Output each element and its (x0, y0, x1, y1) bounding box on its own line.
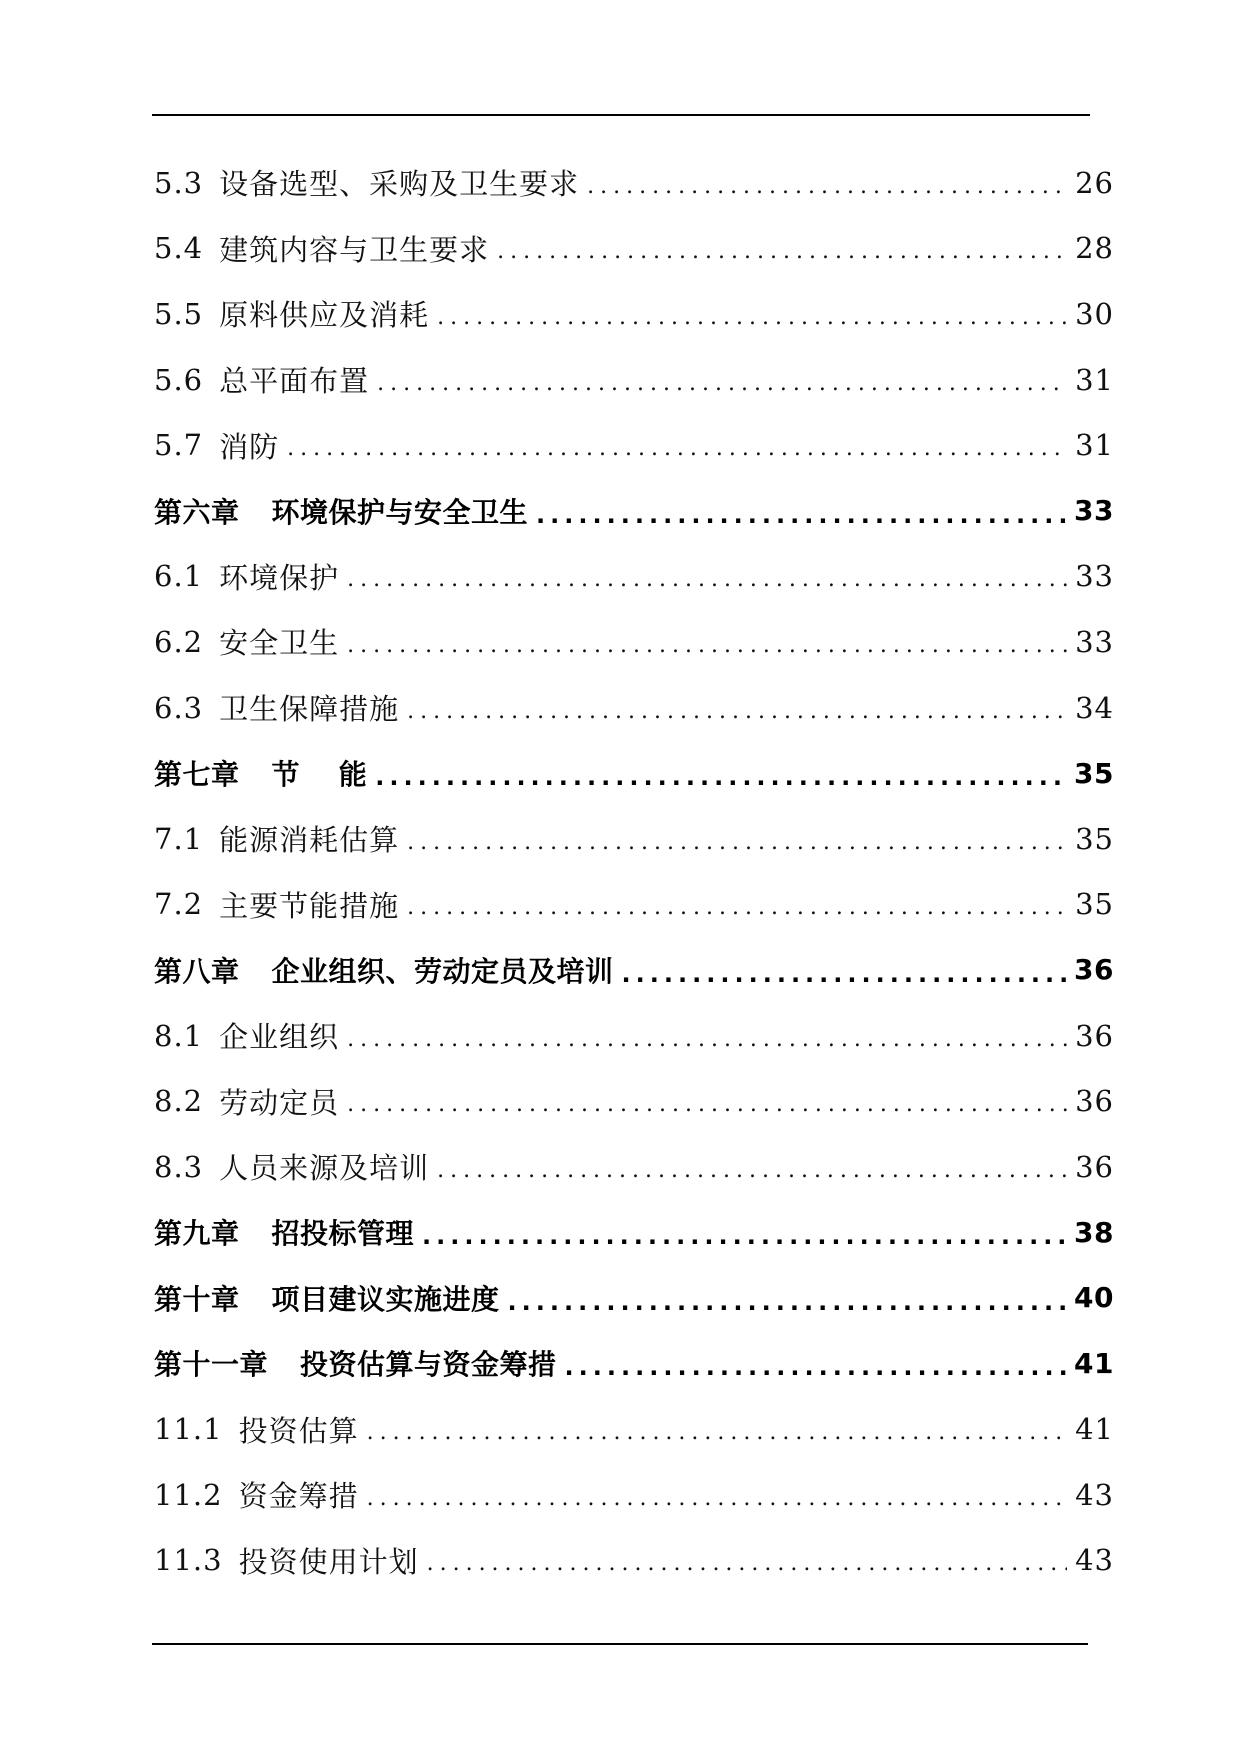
toc-entry-page-number: 43 (1075, 1477, 1114, 1512)
toc-entry-title: 建筑内容与卫生要求 (219, 232, 490, 267)
dot-leader (565, 1355, 1067, 1379)
toc-entry-title: 总平面布置 (219, 364, 370, 399)
toc-entry-title: 环境保护与安全卫生 (271, 495, 529, 529)
toc-entry-title: 主要节能措施 (219, 888, 400, 923)
toc-section-entry[interactable] (154, 1068, 1114, 1134)
toc-entry-page-number: 43 (1075, 1543, 1114, 1578)
toc-section-entry[interactable] (154, 412, 1114, 478)
dot-leader (347, 1029, 1067, 1051)
toc-entry-number: 11.1 (154, 1412, 223, 1447)
toc-entry-page-number: 35 (1075, 821, 1114, 856)
dot-leader (407, 832, 1067, 854)
toc-section-entry[interactable] (154, 609, 1114, 675)
toc-entry-number: 7.2 (154, 887, 204, 922)
toc-entry-title: 能源消耗估算 (219, 823, 400, 858)
toc-chapter-entry[interactable] (154, 478, 1114, 544)
toc-section-entry[interactable] (154, 872, 1114, 938)
toc-chapter-entry[interactable] (154, 1331, 1114, 1397)
toc-entry-page-number: 41 (1074, 1346, 1114, 1380)
toc-entry-title: 投资使用计划 (238, 1544, 419, 1579)
toc-entry-page-number: 36 (1075, 1084, 1114, 1119)
toc-entry-number: 5.3 (154, 165, 204, 200)
toc-entry-title: 人员来源及培训 (219, 1151, 430, 1186)
dot-leader (377, 373, 1067, 395)
dot-leader (347, 1094, 1067, 1116)
toc-entry-title: 环境保护 (219, 560, 340, 595)
toc-section-entry[interactable] (154, 1396, 1114, 1462)
dot-leader (407, 701, 1067, 723)
toc-entry-title: 企业组织 (219, 1020, 340, 1055)
toc-entry-page-number: 26 (1075, 165, 1114, 200)
toc-entry-title: 投资估算 (238, 1413, 359, 1448)
dot-leader (287, 438, 1067, 460)
toc-entry-page-number: 33 (1075, 624, 1114, 659)
dot-leader (622, 962, 1067, 986)
toc-entry-number: 第十一章 (154, 1348, 269, 1382)
toc-entry-number: 8.1 (154, 1018, 204, 1053)
dot-leader (437, 307, 1067, 329)
header-rule (152, 114, 1090, 116)
toc-section-entry[interactable] (154, 806, 1114, 872)
dot-leader (427, 1553, 1068, 1575)
toc-entry-page-number: 30 (1075, 296, 1114, 331)
toc-chapter-entry[interactable] (154, 740, 1114, 806)
toc-entry-page-number: 28 (1075, 231, 1114, 266)
dot-leader (508, 1290, 1067, 1314)
toc-entry-number: 6.3 (154, 690, 204, 725)
toc-entry-page-number: 36 (1075, 1149, 1114, 1184)
toc-section-entry[interactable] (154, 281, 1114, 347)
footer-rule (152, 1643, 1088, 1645)
toc-entry-title: 招投标管理 (271, 1217, 415, 1251)
dot-leader (347, 569, 1067, 591)
toc-entry-number: 5.5 (154, 296, 204, 331)
dot-leader (536, 503, 1066, 527)
dot-leader (367, 1488, 1068, 1510)
dot-leader (367, 1422, 1068, 1444)
table-of-contents (154, 150, 1114, 1593)
toc-entry-page-number: 38 (1074, 1215, 1114, 1249)
toc-entry-page-number: 40 (1074, 1281, 1114, 1315)
dot-leader (437, 1160, 1067, 1182)
toc-entry-title: 劳动定员 (219, 1085, 340, 1120)
toc-chapter-entry[interactable] (154, 1265, 1114, 1331)
toc-entry-number: 7.1 (154, 821, 204, 856)
toc-section-entry[interactable] (154, 347, 1114, 413)
toc-entry-number: 5.7 (154, 428, 204, 463)
toc-entry-title: 卫生保障措施 (219, 692, 400, 727)
toc-entry-number: 6.2 (154, 624, 204, 659)
toc-entry-number: 11.2 (154, 1477, 223, 1512)
dot-leader (407, 897, 1067, 919)
toc-entry-number: 6.1 (154, 559, 204, 594)
toc-entry-page-number: 31 (1075, 362, 1114, 397)
toc-section-entry[interactable] (154, 150, 1114, 216)
toc-section-entry[interactable] (154, 1462, 1114, 1528)
toc-entry-page-number: 31 (1075, 428, 1114, 463)
toc-entry-number: 8.3 (154, 1149, 204, 1184)
toc-entry-title: 原料供应及消耗 (219, 298, 430, 333)
toc-entry-title: 投资估算与资金筹措 (300, 1348, 557, 1382)
toc-entry-page-number: 35 (1075, 887, 1114, 922)
toc-section-entry[interactable] (154, 216, 1114, 282)
toc-entry-page-number: 41 (1075, 1412, 1114, 1447)
toc-entry-title: 消防 (219, 429, 280, 464)
toc-entry-title: 项目建议实施进度 (271, 1282, 500, 1316)
dot-leader (587, 176, 1067, 198)
dot-leader (497, 241, 1067, 263)
toc-entry-title: 安全卫生 (219, 626, 340, 661)
toc-entry-number: 第六章 (154, 495, 240, 529)
toc-entry-number: 第八章 (154, 954, 240, 988)
toc-entry-page-number: 36 (1075, 1018, 1114, 1053)
toc-section-entry[interactable] (154, 1134, 1114, 1200)
dot-leader (422, 1224, 1066, 1248)
toc-section-entry[interactable] (154, 544, 1114, 610)
toc-chapter-entry[interactable] (154, 937, 1114, 1003)
toc-entry-number: 5.6 (154, 362, 204, 397)
toc-entry-page-number: 36 (1074, 953, 1114, 987)
toc-chapter-entry[interactable] (154, 1200, 1114, 1266)
toc-section-entry[interactable] (154, 1527, 1114, 1593)
toc-entry-title: 节 能 (271, 758, 368, 792)
dot-leader (375, 765, 1066, 789)
toc-entry-number: 第十章 (154, 1282, 240, 1316)
toc-entry-page-number: 33 (1075, 559, 1114, 594)
toc-section-entry[interactable] (154, 675, 1114, 741)
toc-entry-number: 第七章 (154, 758, 240, 792)
toc-entry-title: 设备选型、采购及卫生要求 (219, 167, 580, 202)
toc-entry-page-number: 33 (1074, 494, 1114, 528)
dot-leader (347, 635, 1067, 657)
toc-section-entry[interactable] (154, 1003, 1114, 1069)
toc-entry-number: 11.3 (154, 1543, 223, 1578)
toc-entry-number: 第九章 (154, 1217, 240, 1251)
toc-entry-number: 5.4 (154, 231, 204, 266)
toc-entry-page-number: 35 (1074, 756, 1114, 790)
toc-entry-title: 企业组织、劳动定员及培训 (271, 954, 614, 988)
toc-entry-number: 8.2 (154, 1084, 204, 1119)
toc-entry-title: 资金筹措 (238, 1479, 359, 1514)
toc-entry-page-number: 34 (1075, 690, 1114, 725)
